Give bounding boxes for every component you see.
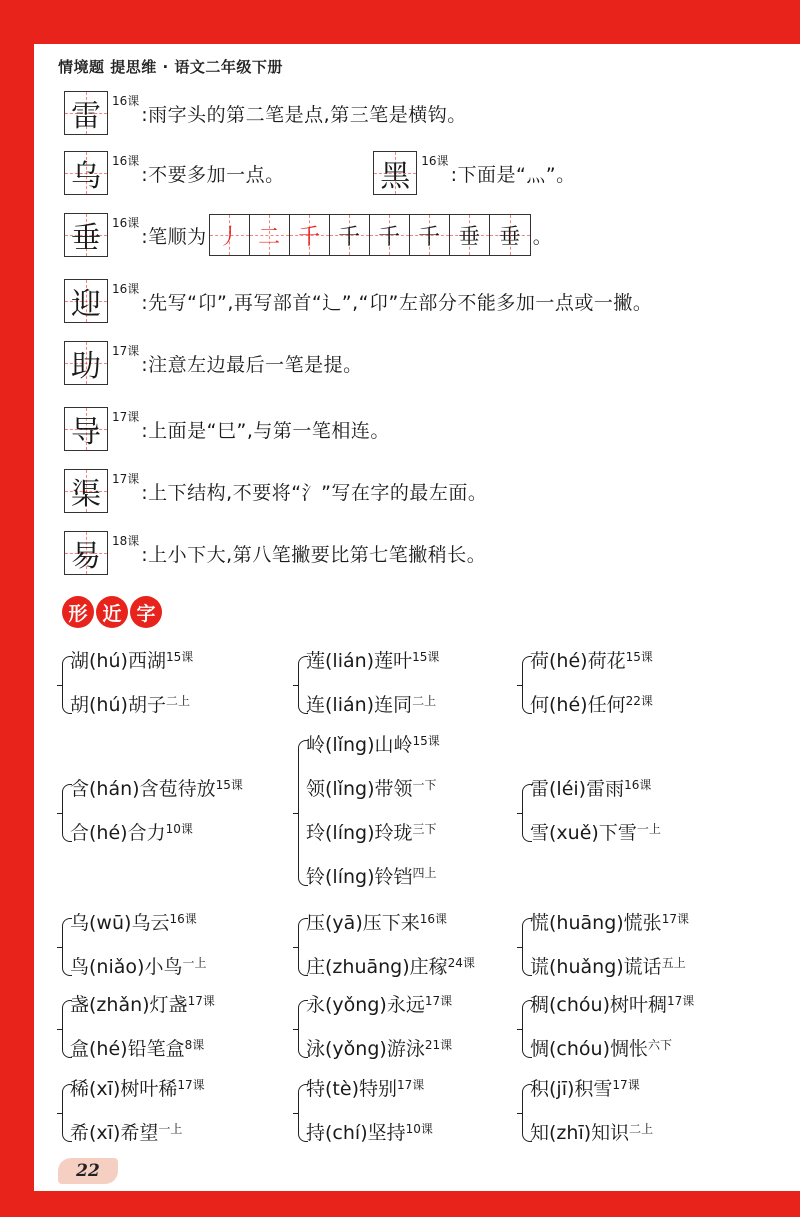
entry-source: 17课 [397,1078,425,1092]
entry-char: 岭 [306,734,326,756]
lesson-tag: 16课 [112,94,140,108]
char-entry [306,956,475,980]
char-entry [530,1078,640,1102]
entry-source: 17课 [661,912,689,926]
note-text: :上小下大,第八笔撇要比第七笔撇稍长。 [141,543,487,566]
entry-pinyin: (hé) [549,650,588,672]
entry-char: 铃 [306,866,326,888]
entry-word: 连同 [374,694,413,716]
entry-char: 稀 [70,1078,90,1100]
entry-source: 22课 [625,694,653,708]
book-header: 情境题 提思维 · 语文二年级下册 [58,58,283,76]
entry-source: 二上 [165,694,190,708]
note-row [64,340,363,386]
entry-char: 持 [306,1122,326,1144]
stroke-cell: 千 [330,215,370,255]
entry-source: 三下 [412,822,437,836]
char-box: 黑 [373,151,417,195]
lesson-tag: 17课 [112,472,140,486]
badge-char: 形 [62,596,94,628]
entry-source: 16课 [624,778,652,792]
entry-pinyin: (yǒng) [325,1038,387,1060]
entry-source: 17课 [177,1078,205,1092]
char-entry [306,734,440,758]
entry-word: 树叶稠 [610,994,668,1016]
note-text: :上面是“巳”,与第一笔相连。 [141,419,390,442]
entry-word: 知识 [591,1122,630,1144]
lesson-tag: 17课 [112,410,140,424]
char-box: 易 [64,531,108,575]
entry-word: 小鸟 [144,956,183,978]
entry-char: 莲 [306,650,326,672]
entry-pinyin: (xuě) [549,822,599,844]
entry-pinyin: (hé) [549,694,588,716]
char-entry [530,650,653,674]
entry-pinyin: (hú) [89,650,128,672]
char-entry [306,994,452,1018]
entry-source: 一上 [636,822,661,836]
stroke-cell: 二 [250,215,290,255]
entry-source: 15课 [412,650,440,664]
entry-word: 坚持 [367,1122,406,1144]
entry-char: 稠 [530,994,550,1016]
entry-pinyin: (zhǎn) [89,994,150,1016]
note-text: :注意左边最后一笔是提。 [141,353,363,376]
entry-char: 乌 [70,912,90,934]
entry-pinyin: (zhuāng) [325,956,410,978]
char-box: 渠 [64,469,108,513]
char-entry [306,1078,424,1102]
entry-source: 8课 [184,1038,205,1052]
char-entry [70,822,193,846]
stroke-cell: 千 [290,215,330,255]
entry-pinyin: (huāng) [549,912,624,934]
entry-word: 合力 [127,822,166,844]
entry-source: 二上 [629,1122,654,1136]
entry-pinyin: (hú) [89,694,128,716]
entry-char: 鸟 [70,956,90,978]
lesson-tag: 17课 [112,344,140,358]
entry-source: 17课 [667,994,695,1008]
entry-pinyin: (chóu) [549,1038,610,1060]
entry-word: 惆怅 [610,1038,649,1060]
entry-word: 希望 [120,1122,159,1144]
char-entry [306,694,436,718]
entry-word: 荷花 [587,650,626,672]
entry-char: 知 [530,1122,550,1144]
char-entry [70,956,206,980]
char-entry [306,650,439,674]
entry-char: 雷 [530,778,550,800]
entry-word: 带领 [374,778,413,800]
char-entry [530,956,686,980]
entry-pinyin: (tè) [325,1078,359,1100]
entry-pinyin: (líng) [325,822,375,844]
char-box: 迎 [64,279,108,323]
entry-pinyin: (wū) [89,912,132,934]
entry-word: 胡子 [127,694,166,716]
badge-char: 近 [96,596,128,628]
note-text: :雨字头的第二笔是点,第三笔是横钩。 [141,103,467,126]
entry-char: 惆 [530,1038,550,1060]
stroke-order-grid [209,214,531,256]
char-entry [70,912,197,936]
char-entry [530,1122,653,1146]
entry-pinyin: (xī) [89,1078,121,1100]
note-row [64,468,487,514]
entry-word: 庄稼 [409,956,448,978]
entry-word: 乌云 [131,912,170,934]
entry-source: 10课 [165,822,193,836]
char-entry [530,694,653,718]
entry-char: 胡 [70,694,90,716]
entry-char: 庄 [306,956,326,978]
page [34,44,800,1191]
entry-word: 下雪 [598,822,637,844]
char-entry [530,822,661,846]
note-text: :下面是“灬”。 [450,163,576,186]
char-entry [306,912,447,936]
entry-source: 15课 [215,778,243,792]
entry-char: 压 [306,912,326,934]
lesson-tag: 16课 [421,154,449,168]
entry-word: 灯盏 [149,994,188,1016]
entry-pinyin: (yǒng) [325,994,387,1016]
entry-char: 玲 [306,822,326,844]
entry-source: 四上 [412,866,437,880]
note-row [64,212,552,258]
page-number: 22 [58,1158,118,1184]
note-row [64,278,652,324]
entry-source: 五上 [661,956,686,970]
entry-char: 含 [70,778,90,800]
entry-source: 10课 [405,1122,433,1136]
entry-pinyin: (huǎng) [549,956,624,978]
entry-word: 任何 [587,694,626,716]
entry-word: 特别 [358,1078,397,1100]
entry-word: 西湖 [127,650,166,672]
entry-source: 15课 [412,734,440,748]
char-entry [306,778,437,802]
entry-char: 领 [306,778,326,800]
entry-word: 压下来 [362,912,420,934]
entry-pinyin: (chóu) [549,994,610,1016]
char-entry [306,1122,433,1146]
char-box: 雷 [64,91,108,135]
entry-char: 积 [530,1078,550,1100]
entry-source: 一上 [182,956,207,970]
entry-pinyin: (yā) [325,912,363,934]
char-entry [70,650,193,674]
entry-word: 含苞待放 [139,778,216,800]
entry-pinyin: (lǐng) [325,778,375,800]
entry-char: 慌 [530,912,550,934]
entry-source: 16课 [419,912,448,926]
note-row [64,406,390,452]
char-entry [70,778,243,802]
lesson-tag: 16课 [112,154,140,168]
entry-word: 雷雨 [586,778,625,800]
char-box: 乌 [64,151,108,195]
entry-pinyin: (jī) [549,1078,575,1100]
char-entry [306,822,437,846]
entry-pinyin: (niǎo) [89,956,145,978]
note-text: :不要多加一点。 [141,163,285,186]
entry-word: 铃铛 [374,866,413,888]
entry-word: 谎话 [623,956,662,978]
entry-source: 六下 [648,1038,673,1052]
note-text: :先写“卬”,再写部首“辶”,“卬”左部分不能多加一点或一撇。 [141,291,653,314]
note-text: :上下结构,不要将“氵”写在字的最左面。 [141,481,488,504]
entry-source: 21课 [424,1038,453,1052]
lesson-tag: 16课 [112,282,140,296]
note-row [64,90,467,136]
stroke-cell: 垂 [490,215,530,255]
stroke-cell: 千 [410,215,450,255]
note-text: :笔顺为 [141,225,207,248]
stroke-cell: 丿 [210,215,250,255]
entry-source: 16课 [169,912,197,926]
entry-char: 湖 [70,650,90,672]
entry-word: 铅笔盒 [127,1038,185,1060]
char-entry [70,1038,204,1062]
entry-pinyin: (léi) [549,778,587,800]
note-text: 。 [532,225,553,248]
entry-word: 玲珑 [374,822,413,844]
entry-pinyin: (chí) [325,1122,368,1144]
char-entry [70,694,190,718]
entry-char: 连 [306,694,326,716]
entry-char: 雪 [530,822,550,844]
entry-word: 永远 [386,994,425,1016]
lesson-tag: 18课 [112,534,140,548]
entry-source: 二上 [412,694,437,708]
entry-source: 15课 [165,650,194,664]
entry-word: 游泳 [386,1038,425,1060]
entry-char: 谎 [530,956,550,978]
entry-pinyin: (hán) [89,778,140,800]
char-entry [530,994,694,1018]
entry-char: 荷 [530,650,550,672]
entry-char: 合 [70,822,90,844]
char-entry [70,1078,205,1102]
entry-pinyin: (zhī) [549,1122,592,1144]
char-entry [530,778,651,802]
char-box: 垂 [64,213,108,257]
entry-pinyin: (líng) [325,866,375,888]
badge-char: 字 [130,596,162,628]
note-row [64,150,576,196]
entry-word: 积雪 [574,1078,613,1100]
char-entry [530,912,689,936]
entry-word: 莲叶 [374,650,413,672]
entry-char: 泳 [306,1038,326,1060]
entry-source: 一上 [158,1122,183,1136]
char-entry [70,994,215,1018]
char-box: 助 [64,341,108,385]
entry-source: 一下 [412,778,437,792]
stroke-cell: 垂 [450,215,490,255]
char-entry [70,1122,182,1146]
brace [298,740,308,886]
char-entry [306,866,437,890]
entry-char: 永 [306,994,326,1016]
lesson-tag: 16课 [112,216,140,230]
char-entry [306,1038,452,1062]
note-row [64,530,486,576]
char-entry [530,1038,672,1062]
entry-char: 特 [306,1078,326,1100]
entry-word: 慌张 [623,912,662,934]
entry-char: 盏 [70,994,90,1016]
entry-source: 15课 [625,650,653,664]
entry-word: 树叶稀 [120,1078,178,1100]
entry-char: 希 [70,1122,90,1144]
stroke-cell: 千 [370,215,410,255]
section-badge [62,596,162,628]
entry-char: 何 [530,694,550,716]
entry-pinyin: (lǐng) [325,734,375,756]
entry-source: 24课 [447,956,475,970]
entry-char: 盒 [70,1038,90,1060]
char-box: 导 [64,407,108,451]
entry-source: 17课 [187,994,215,1008]
entry-source: 17课 [612,1078,640,1092]
entry-source: 17课 [424,994,453,1008]
entry-pinyin: (xī) [89,1122,121,1144]
entry-pinyin: (hé) [89,1038,128,1060]
entry-pinyin: (hé) [89,822,128,844]
entry-pinyin: (lián) [325,694,375,716]
entry-word: 山岭 [374,734,413,756]
entry-pinyin: (lián) [325,650,375,672]
